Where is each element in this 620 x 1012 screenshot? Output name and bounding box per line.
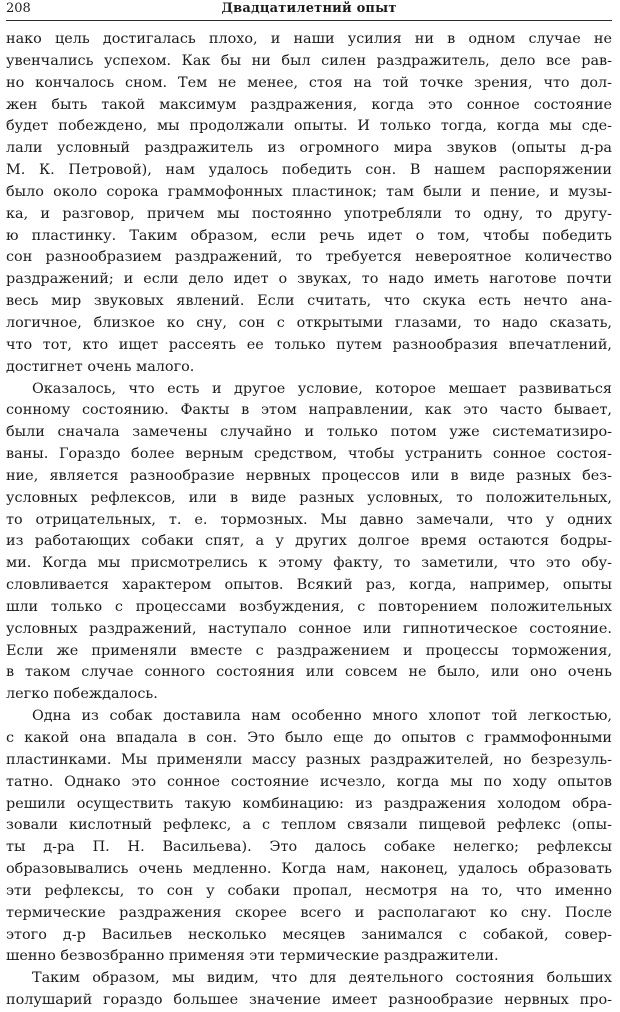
text-line: но кончалось сном. Тем не менее, стоя на той точке зрения, что дол- [6,74,612,91]
text-line: достигнет очень малого. [6,358,195,375]
text-line: нако цель достигалась плохо, и наши усилия ни в одном случае не [6,31,612,47]
text-line: раздражений; и если дело идет о звуках, то надо иметь наготове почти [6,271,612,288]
text-line: лали условный раздражитель из огромного мира звуков (опыты д-ра [6,140,612,157]
text-line: то отрицательных, т. е. тормозных. Мы давно замечали, что у одних [6,511,612,528]
text-line: весь мир звуковых явлений. Если считать, что скука есть нечто ана- [6,293,612,310]
text-line: термические раздражения скорее всего и располагают ко сну. После [6,904,612,921]
running-title: Двадцатилетний опыт [221,1,397,16]
text-line: полушарий гораздо большее значение имеет разнообразие нервных про- [6,992,612,1009]
text-line: сонному состоянию. Факты в этом направлении, как это часто бывает, [6,402,612,419]
text-line: ваны. Гораздо более верным средством, чтобы устранить сонное состоя- [6,446,612,463]
text-line: пластинками. Мы применяли массу разных раздражителей, но безрезуль- [6,751,612,768]
text-line: из работающих собаки спят, а у других долгое время остаются бодры- [6,533,612,550]
text-line: Одна из собак доставила нам особенно много хлопот той легкостью, [32,708,612,725]
page-header [6,0,612,21]
text-line: образовывались очень медленно. Когда нам, наконец, удалось образовать [6,861,612,878]
text-line: было около сорока граммофонных пластинок; там были и пение, и музы- [6,183,612,200]
text-line: ты д-ра П. Н. Васильева). Это далось собаке нелегко; рефлексы [6,839,612,856]
text-line: жен быть такой максимум раздражения, когда это сонное состояние [6,96,612,113]
text-line: решили осуществить такую комбинацию: из раздражения холодом обра- [6,795,612,812]
text-line: что тот, кто ищет рассеять ее только путем разнообразия впечатлений, [6,336,612,353]
text-line: эти рефлексы, то сон у собаки пропал, несмотря на то, что именно [6,882,612,899]
text-line: увенчались успехом. Как бы ни был силен раздражитель, дело все рав- [6,52,612,69]
text-line: Оказалось, что есть и другое условие, которое мешает развиваться [32,380,612,397]
text-line: татно. Однако это сонное состояние исчезло, когда мы по ходу опытов [6,773,612,790]
text-line: ние, является разнообразие нервных процессов или в виде разных без- [6,467,612,484]
text-line: были сначала замечены случайно и только потом уже систематизиро- [6,424,612,441]
text-line: шенно безвозбранно применяя эти термические раздражители. [6,948,499,965]
text-line: ми. Когда мы присмотрелись к этому факту, то заметили, что это обу- [6,555,612,572]
text-line: ю пластинку. Таким образом, если речь идет о том, чтобы победить [6,227,612,244]
text-line: логичное, близкое ко сну, сон с открытыми глазами, то надо сказать, [6,314,612,331]
text-line: легко побеждалось. [6,686,158,703]
text-line: Если же применяли вместе с раздражением и процессы торможения, [6,642,612,659]
text-line: в таком случае сонного состояния или совсем не было, или оно очень [6,664,612,681]
text-line: Таким образом, мы видим, что для деятельного состояния больших [32,970,612,987]
text-line: М. К. Петровой), нам удалось победить сон. В нашем распоряжении [6,162,612,179]
text-line: этого д-р Васильев несколько месяцев занимался с собакой, совер- [6,926,612,943]
body-text [6,29,612,1012]
text-line: словливается характером опытов. Всякий раз, когда, например, опыты [6,577,612,594]
page-number: 208 [6,1,31,16]
text-line: условных рефлексов, или в виде разных условных, то положительных, [6,489,612,506]
text-line: условных раздражений, наступало сонное или гипнотическое состояние. [6,620,612,637]
text-line: с какой она впадала в сон. Это было еще до опытов с граммофонными [6,730,612,746]
text-line: зовали кислотный рефлекс, а с теплом связали пищевой рефлекс (опы- [6,817,612,834]
text-line: сон разнообразием раздражений, то требуется невероятное количество [6,249,612,266]
text-line: будет побеждено, мы продолжали опыты. И только тогда, когда мы сде- [6,118,612,135]
text-line: ка, и разговор, причем мы постоянно употребляли то одну, то другу- [6,205,612,222]
text-line: шли только с процессами возбуждения, с повторением положительных [6,598,612,615]
